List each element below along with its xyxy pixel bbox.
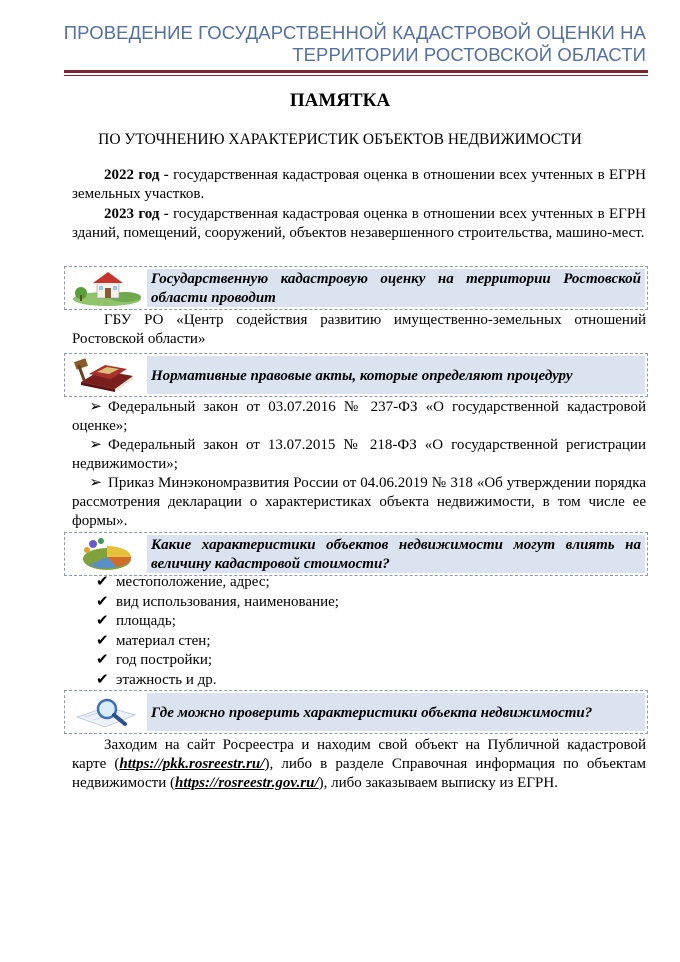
magnifier-icon — [67, 693, 145, 731]
check-icon: ✔ — [96, 613, 109, 629]
section-check-heading: Где можно проверить характеристики объекта недвижимости? — [151, 705, 593, 721]
header-title — [26, 22, 646, 66]
header-divider — [64, 70, 648, 73]
list-item — [72, 398, 646, 436]
header-line-2: ТЕРРИТОРИИ РОСТОВСКОЙ ОБЛАСТИ — [292, 44, 646, 65]
section-laws-heading: Нормативные правовые акты, которые определяют процедуру — [151, 368, 573, 384]
section-check-body — [72, 736, 646, 793]
list-item — [96, 573, 339, 593]
rosreestr-link[interactable]: https://rosreestr.gov.ru/ — [174, 775, 319, 791]
intro-year-2023: 2023 год - — [104, 206, 169, 222]
house-icon — [67, 269, 145, 307]
arrow-bullet-icon: ➢ — [89, 475, 102, 491]
check-icon: ✔ — [96, 652, 109, 668]
law-item-text: Приказ Минэкономразвития России от 04.06.2019 № 318 «Об утверждении порядка рассмотрения декларации о характеристиках объекта недвижимости, в том числе ее формы». — [72, 475, 646, 529]
check-text-2: ), либо в разделе Справочная информация по объектам недвижимости ( — [72, 756, 646, 791]
check-icon: ✔ — [96, 671, 109, 688]
section-laws — [64, 353, 648, 397]
characteristic-text: материал стен; — [116, 632, 211, 649]
list-item — [96, 632, 339, 652]
law-item-text: Федеральный закон от 03.07.2016 № 237-ФЗ «О государственной кадастровой оценке»; — [72, 399, 646, 434]
list-item — [96, 651, 339, 671]
check-icon: ✔ — [96, 593, 109, 610]
page-subtitle: ПО УТОЧНЕНИЮ ХАРАКТЕРИСТИК ОБЪЕКТОВ НЕДВИЖИМОСТИ — [98, 131, 582, 148]
page-title: ПАМЯТКА — [289, 90, 391, 111]
characteristic-text: этажность и др. — [116, 671, 217, 688]
pie-chart-icon — [67, 535, 145, 573]
list-item — [72, 436, 646, 474]
list-item — [96, 671, 339, 691]
characteristic-text: площадь; — [116, 613, 176, 629]
law-book-icon — [67, 356, 145, 394]
intro-2022 — [72, 166, 646, 204]
header-divider-thin — [64, 75, 648, 76]
arrow-bullet-icon: ➢ — [89, 437, 102, 453]
list-item — [96, 593, 339, 613]
check-icon: ✔ — [96, 632, 109, 649]
section-who-body — [72, 311, 646, 349]
section-check — [64, 690, 648, 734]
check-text-3: ), либо заказываем выписку из ЕГРН. — [318, 775, 558, 791]
check-text-1: Заходим на сайт Росреестра и находим свой объект на Публичной кадастровой карте ( — [72, 737, 646, 772]
intro-text-2023: государственная кадастровая оценка в отношении всех учтенных в ЕГРН зданий, помещений, сооружений, объектов незавершенного строительства, машино-мест. — [72, 206, 647, 241]
characteristic-text: год постройки; — [116, 652, 213, 668]
intro-text-2022: государственная кадастровая оценка в отношении всех учтенных в ЕГРН земельных участков. — [72, 167, 647, 202]
characteristics-list — [96, 573, 339, 690]
pkk-link[interactable]: https://pkk.rosreestr.ru/ — [119, 756, 265, 772]
characteristic-text: местоположение, адрес; — [116, 574, 270, 590]
section-characteristics — [64, 532, 648, 576]
intro-2023 — [72, 205, 646, 243]
characteristic-text: вид использования, наименование; — [116, 593, 339, 610]
laws-list — [72, 398, 646, 531]
header-line-1: ПРОВЕДЕНИЕ ГОСУДАРСТВЕННОЙ КАДАСТРОВОЙ ОЦЕНКИ НА — [63, 22, 646, 43]
list-item — [72, 474, 646, 531]
check-icon: ✔ — [96, 574, 109, 590]
arrow-bullet-icon: ➢ — [89, 399, 102, 415]
section-characteristics-heading: Какие характеристики объектов недвижимости могут влиять на величину кадастровой стоимости? — [151, 537, 641, 572]
intro-year-2022: 2022 год - — [104, 167, 169, 183]
section-who — [64, 266, 648, 310]
law-item-text: Федеральный закон от 13.07.2015 № 218-ФЗ «О государственной регистрации недвижимости»; — [72, 437, 646, 472]
list-item — [96, 612, 339, 632]
section-who-body-text: ГБУ РО «Центр содействия развитию имущественно-земельных отношений Ростовской области» — [72, 312, 646, 347]
section-who-heading: Государственную кадастровую оценку на территории Ростовской области проводит — [151, 271, 641, 306]
